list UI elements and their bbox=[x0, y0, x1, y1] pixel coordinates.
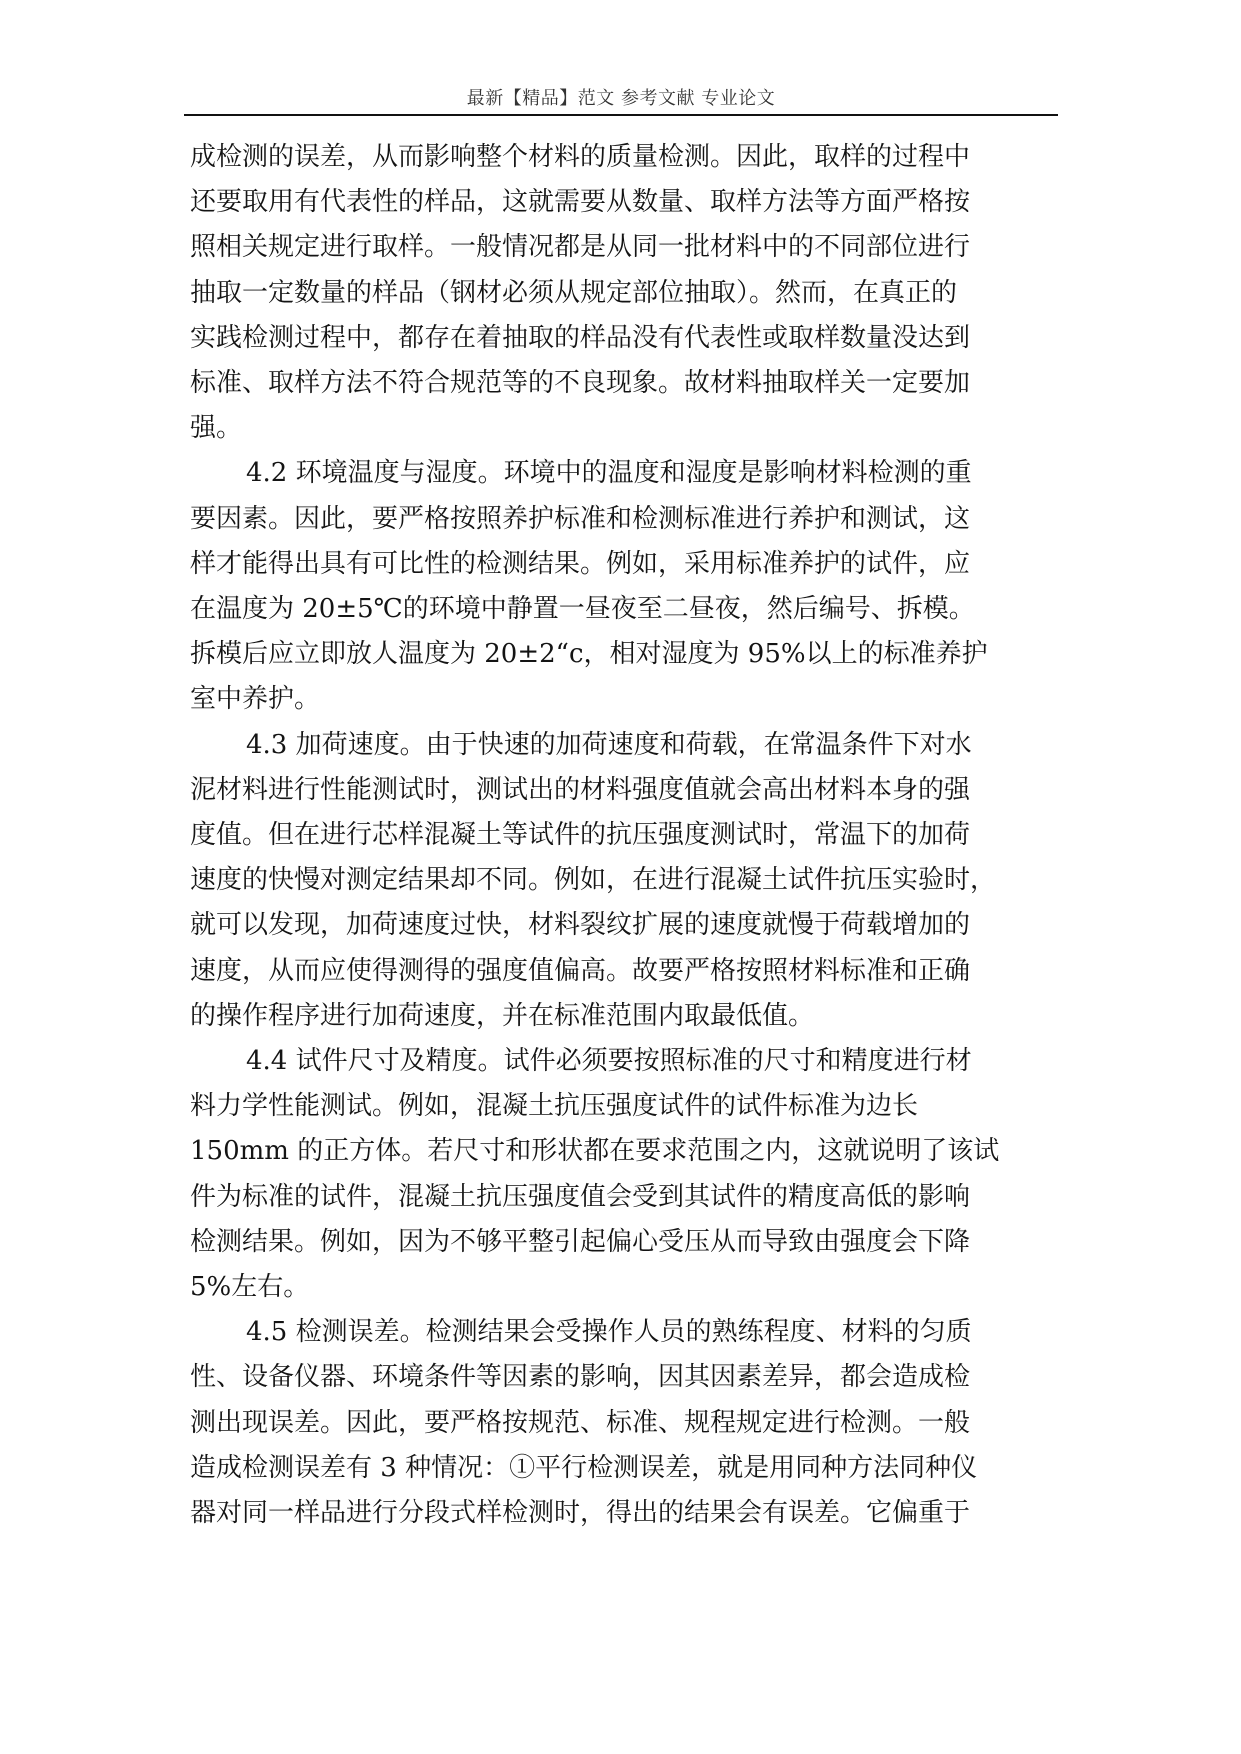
text-line: 检测结果。例如，因为不够平整引起偏心受压从而导致由强度会下降 bbox=[190, 1227, 971, 1257]
text-line: 要因素。因此，要严格按照养护标准和检测标准进行养护和测试，这 bbox=[190, 504, 971, 534]
text-line: 就可以发现，加荷速度过快，材料裂纹扩展的速度就慢于荷载增加的 bbox=[190, 910, 971, 940]
text-line: 抽取一定数量的样品（钢材必须从规定部位抽取）。然而，在真正的 bbox=[190, 278, 958, 308]
text-line: 4.3 加荷速度。由于快速的加荷速度和荷载，在常温条件下对水 bbox=[246, 730, 972, 760]
text-line: 拆模后应立即放人温度为 20±2“c，相对湿度为 95%以上的标准养护 bbox=[190, 639, 988, 669]
text-line: 照相关规定进行取样。一般情况都是从同一批材料中的不同部位进行 bbox=[190, 232, 971, 262]
text-line: 150mm 的正方体。若尺寸和形状都在要求范围之内，这就说明了该试 bbox=[190, 1136, 1000, 1166]
text-line: 测出现误差。因此，要严格按规范、标准、规程规定进行检测。一般 bbox=[190, 1408, 971, 1438]
text-line: 造成检测误差有 3 种情况：①平行检测误差，就是用同种方法同种仪 bbox=[190, 1453, 978, 1483]
text-line: 4.2 环境温度与湿度。环境中的温度和湿度是影响材料检测的重 bbox=[246, 458, 972, 488]
text-line: 速度的快慢对测定结果却不同。例如，在进行混凝土试件抗压实验时， bbox=[190, 865, 997, 895]
text-line: 4.4 试件尺寸及精度。试件必须要按照标准的尺寸和精度进行材 bbox=[246, 1046, 972, 1076]
text-line: 还要取用有代表性的样品，这就需要从数量、取样方法等方面严格按 bbox=[190, 187, 971, 217]
text-line: 速度，从而应使得测得的强度值偏高。故要严格按照材料标准和正确 bbox=[190, 956, 971, 986]
page-header: 最新【精品】范文 参考文献 专业论文 bbox=[466, 88, 776, 109]
text-line: 性、设备仪器、环境条件等因素的影响，因其因素差异，都会造成检 bbox=[190, 1362, 971, 1392]
text-line: 5%左右。 bbox=[190, 1272, 310, 1302]
text-line: 度值。但在进行芯样混凝土等试件的抗压强度测试时，常温下的加荷 bbox=[190, 820, 971, 850]
text-line: 的操作程序进行加荷速度，并在标准范围内取最低值。 bbox=[190, 1001, 815, 1031]
text-line: 实践检测过程中，都存在着抽取的样品没有代表性或取样数量没达到 bbox=[190, 323, 971, 353]
text-line: 4.5 检测误差。检测结果会受操作人员的熟练程度、材料的匀质 bbox=[246, 1317, 972, 1347]
text-line: 件为标准的试件，混凝土抗压强度值会受到其试件的精度高低的影响 bbox=[190, 1182, 971, 1212]
text-line: 标准、取样方法不符合规范等的不良现象。故材料抽取样关一定要加 bbox=[190, 368, 971, 398]
text-line: 泥材料进行性能测试时，测试出的材料强度值就会高出材料本身的强 bbox=[190, 775, 971, 805]
text-line: 在温度为 20±5℃的环境中静置一昼夜至二昼夜，然后编号、拆模。 bbox=[190, 594, 975, 624]
text-line: 室中养护。 bbox=[190, 684, 321, 714]
text-line: 强。 bbox=[190, 413, 243, 443]
text-line: 成检测的误差，从而影响整个材料的质量检测。因此，取样的过程中 bbox=[190, 142, 971, 172]
text-line: 样才能得出具有可比性的检测结果。例如，采用标准养护的试件，应 bbox=[190, 549, 971, 579]
text-line: 器对同一样品进行分段式样检测时，得出的结果会有误差。它偏重于 bbox=[190, 1498, 971, 1528]
text-line: 料力学性能测试。例如，混凝土抗压强度试件的试件标准为边长 bbox=[190, 1091, 919, 1121]
